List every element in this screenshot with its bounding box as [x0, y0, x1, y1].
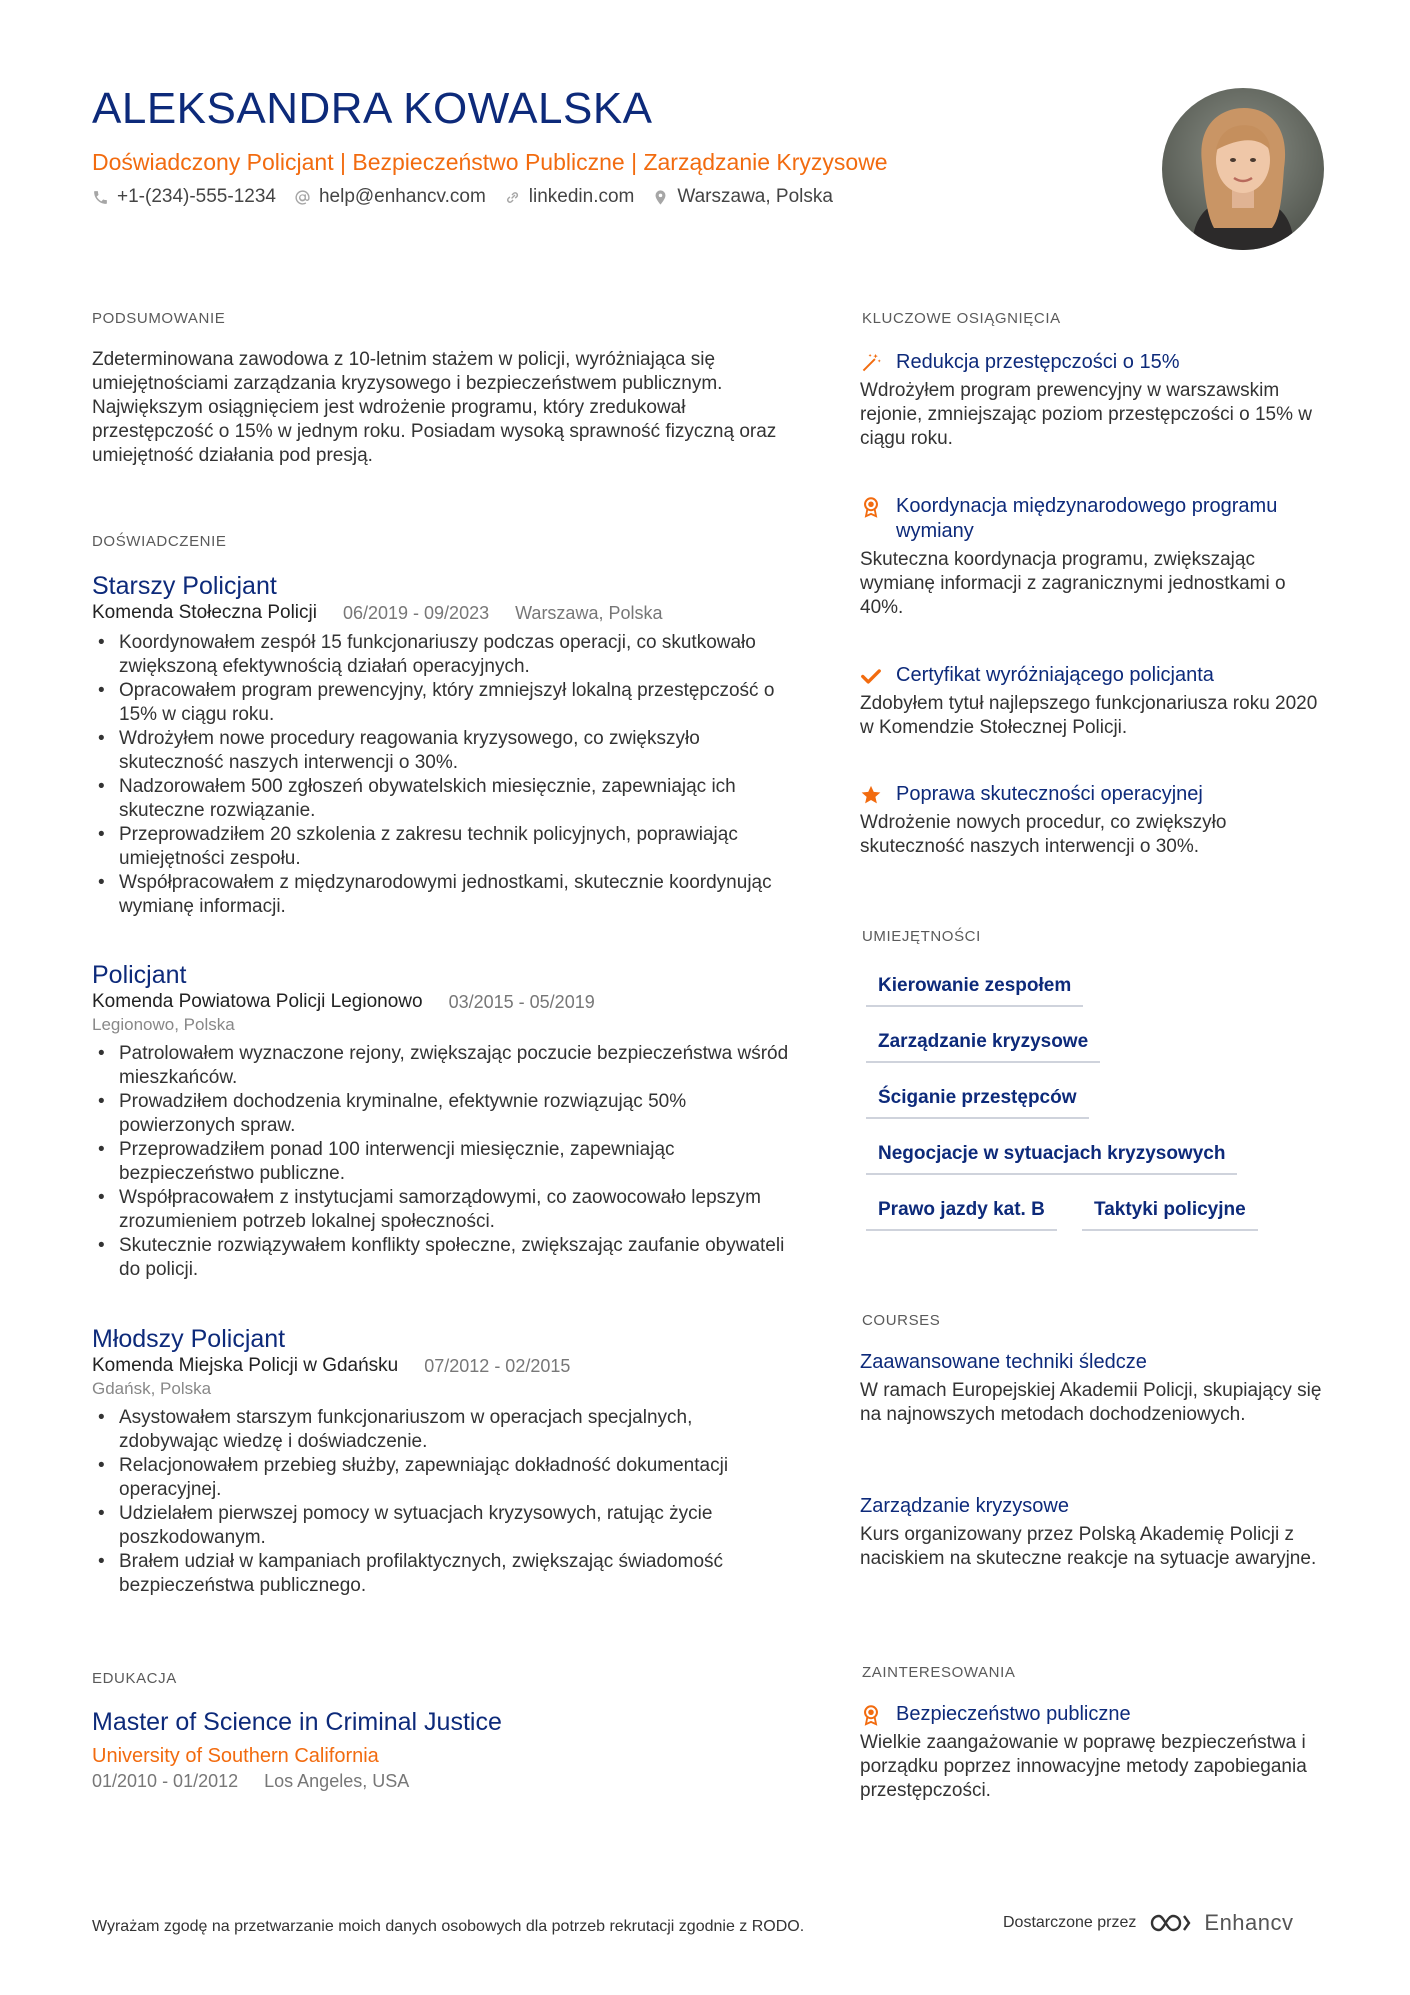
powered-by-label: Dostarczone przez	[1003, 1914, 1137, 1931]
skill-tag: Ściganie przestępców	[866, 1087, 1089, 1119]
job-bullet: • Opracowałem program prewencyjny, który zmniejszył lokalną przestępczość o 15% w ciągu roku.	[92, 679, 792, 727]
job-dates: 07/2012 - 02/2015	[424, 1356, 571, 1376]
job-bullet: • Udzielałem pierwszej pomocy w sytuacjach kryzysowych, ratując życie poszkodowanym.	[92, 1502, 792, 1550]
interest-title: Bezpieczeństwo publiczne	[896, 1703, 1131, 1725]
achievement-description: Skuteczna koordynacja programu, zwiększając wymianę informacji z zagranicznymi jednostkami o 40%.	[860, 549, 1286, 618]
job-bullet: • Współpracowałem z instytucjami samorządowymi, co zaowocowało lepszym zrozumieniem potrzeb lokalnej społeczności.	[92, 1186, 792, 1234]
interest-description: Wielkie zaangażowanie w poprawę bezpieczeństwa i porządku poprzez innowacyjne metody zapobiegania przestępczości.	[860, 1732, 1307, 1801]
course-title: Zaawansowane techniki śledcze	[860, 1351, 1147, 1373]
profile-photo	[1162, 88, 1324, 250]
checkmark-icon	[860, 665, 882, 687]
job-bullets	[92, 1042, 792, 1282]
job-title: Starszy Policjant	[92, 572, 277, 600]
contact-email[interactable]	[294, 186, 486, 208]
job-entry	[92, 1324, 792, 1598]
interests-section-title: ZAINTERESOWANIA	[862, 1664, 1016, 1681]
achievement-title: Certyfikat wyróżniającego policjanta	[896, 664, 1214, 686]
contact-bar	[92, 186, 851, 208]
summary-text: Zdeterminowana zawodowa z 10-letnim stażem w policji, wyróżniająca się umiejętnościami zarządzania kryzysowego i bezpieczeństwem publicznym. Największym osiągnięciem jest wdrożenie programu, który zredukował przestępczość o 15% w jednym roku. Posiadam wysoką sprawność fizyczną oraz umiejętność działania pod presją.	[92, 349, 777, 466]
achievement-item	[860, 494, 1330, 620]
award-ribbon-icon	[860, 1704, 882, 1726]
course-title: Zarządzanie kryzysowe	[860, 1495, 1069, 1517]
achievement-description: Wdrożyłem program prewencyjny w warszawskim rejonie, zmniejszając poziom przestępczości o 15% w ciągu roku.	[860, 380, 1312, 449]
job-dates: 03/2015 - 05/2019	[448, 992, 595, 1012]
job-bullet: • Koordynowałem zespół 15 funkcjonariuszy podczas operacji, co skutkowało zwiększoną efektywnością działań operacyjnych.	[92, 631, 792, 679]
job-bullet: • Prowadziłem dochodzenia kryminalne, efektywnie rozwiązując 50% powierzonych spraw.	[92, 1090, 792, 1138]
star-icon	[860, 784, 882, 806]
at-sign-icon	[294, 189, 311, 206]
enhancv-logo-icon	[1148, 1911, 1196, 1935]
skill-tag: Kierowanie zespołem	[866, 975, 1083, 1007]
job-meta	[92, 990, 792, 1014]
job-location: Warszawa, Polska	[515, 603, 663, 623]
skill-tag: Prawo jazdy kat. B	[866, 1199, 1057, 1231]
candidate-subtitle: Doświadczony Policjant | Bezpieczeństwo Publiczne | Zarządzanie Kryzysowe	[92, 149, 888, 175]
job-bullet: • Brałem udział w kampaniach profilaktycznych, zwiększając świadomość bezpieczeństwa publicznego.	[92, 1550, 792, 1598]
course-item	[860, 1350, 1330, 1427]
course-description: W ramach Europejskiej Akademii Policji, skupiający się na najnowszych metodach dochodzeniowych.	[860, 1380, 1322, 1425]
brand-name: Enhancv	[1204, 1910, 1294, 1935]
courses-section-title: COURSES	[862, 1312, 941, 1329]
job-meta	[92, 601, 792, 625]
job-entry	[92, 960, 792, 1282]
job-meta	[92, 1354, 792, 1378]
phone-icon	[92, 189, 109, 206]
achievements-section-title: KLUCZOWE OSIĄGNIĘCIA	[862, 310, 1061, 327]
phone-text: +1-(234)-555-1234	[117, 186, 276, 207]
job-bullets	[92, 631, 792, 919]
education-school: University of Southern California	[92, 1745, 379, 1767]
course-item	[860, 1494, 1330, 1571]
skill-tag: Zarządzanie kryzysowe	[866, 1031, 1100, 1063]
job-bullet: • Skutecznie rozwiązywałem konflikty społeczne, zwiększając zaufanie obywateli do policji.	[92, 1234, 792, 1282]
job-bullet: • Przeprowadziłem 20 szkolenia z zakresu technik policyjnych, poprawiając umiejętności zespołu.	[92, 823, 792, 871]
job-bullet: • Relacjonowałem przebieg służby, zapewniając dokładność dokumentacji operacyjnej.	[92, 1454, 792, 1502]
job-bullet: • Asystowałem starszym funkcjonariuszom w operacjach specjalnych, zdobywając wiedzę i doświadczenie.	[92, 1406, 792, 1454]
job-bullet: • Patrolowałem wyznaczone rejony, zwiększając poczucie bezpieczeństwa wśród mieszkańców.	[92, 1042, 792, 1090]
summary-section-title: PODSUMOWANIE	[92, 310, 226, 327]
job-company: Komenda Miejska Policji w Gdańsku	[92, 1355, 399, 1376]
job-bullet: • Przeprowadziłem ponad 100 interwencji miesięcznie, zapewniając bezpieczeństwo publiczne.	[92, 1138, 792, 1186]
job-company: Komenda Powiatowa Policji Legionowo	[92, 991, 423, 1012]
magic-wand-icon	[860, 352, 882, 374]
job-location: Gdańsk, Polska	[92, 1379, 212, 1398]
achievement-item	[860, 782, 1330, 859]
achievement-description: Wdrożenie nowych procedur, co zwiększyło skuteczność naszych interwencji o 30%.	[860, 812, 1227, 857]
link-icon	[504, 189, 521, 206]
linkedin-text: linkedin.com	[528, 186, 635, 207]
email-text: help@enhancv.com	[318, 186, 486, 207]
job-title: Młodszy Policjant	[92, 1325, 286, 1353]
powered-by[interactable]	[1003, 1910, 1294, 1936]
course-description: Kurs organizowany przez Polską Akademię Policji z naciskiem na skuteczne reakcje na sytuacje awaryjne.	[860, 1524, 1317, 1569]
education-degree: Master of Science in Criminal Justice	[92, 1708, 502, 1736]
job-entry	[92, 571, 792, 919]
skill-tag: Negocjacje w sytuacjach kryzysowych	[866, 1143, 1237, 1175]
award-ribbon-icon	[860, 496, 882, 518]
contact-linkedin[interactable]	[504, 186, 635, 208]
skill-tag: Taktyki policyjne	[1082, 1199, 1258, 1231]
achievement-title: Redukcja przestępczości o 15%	[896, 351, 1180, 373]
experience-section-title: DOŚWIADCZENIE	[92, 533, 227, 550]
job-bullet: • Nadzorowałem 500 zgłoszeń obywatelskich miesięcznie, zapewniając ich skuteczne rozwiązanie.	[92, 775, 792, 823]
job-bullet: • Współpracowałem z międzynarodowymi jednostkami, skutecznie koordynując wymianę informacji.	[92, 871, 792, 919]
education-location: Los Angeles, USA	[264, 1771, 410, 1791]
achievement-item	[860, 350, 1330, 451]
education-dates: 01/2010 - 01/2012	[92, 1771, 239, 1791]
job-bullet: • Wdrożyłem nowe procedury reagowania kryzysowego, co zwiększyło skuteczność naszych interwencji o 30%.	[92, 727, 792, 775]
contact-location	[652, 186, 833, 208]
education-section-title: EDUKACJA	[92, 1670, 177, 1687]
job-location: Legionowo, Polska	[92, 1015, 235, 1034]
location-pin-icon	[652, 189, 669, 206]
contact-phone[interactable]	[92, 186, 276, 208]
job-company: Komenda Stołeczna Policji	[92, 602, 317, 623]
education-meta	[92, 1771, 409, 1792]
candidate-name: ALEKSANDRA KOWALSKA	[92, 84, 653, 133]
achievement-title: Koordynacja międzynarodowego programu wymiany	[896, 495, 1278, 542]
gdpr-consent-note: Wyrażam zgodę na przetwarzanie moich danych osobowych dla potrzeb rekrutacji zgodnie z RODO.	[92, 1918, 805, 1935]
achievement-description: Zdobyłem tytuł najlepszego funkcjonariusza roku 2020 w Komendzie Stołecznej Policji.	[860, 693, 1318, 738]
skills-section-title: UMIEJĘTNOŚCI	[862, 928, 981, 945]
job-dates: 06/2019 - 09/2023	[342, 603, 490, 623]
location-text: Warszawa, Polska	[677, 186, 833, 207]
achievement-title: Poprawa skuteczności operacyjnej	[896, 783, 1203, 805]
job-title: Policjant	[92, 961, 187, 989]
job-bullets	[92, 1406, 792, 1598]
interest-item	[860, 1702, 1330, 1803]
achievement-item	[860, 663, 1330, 740]
